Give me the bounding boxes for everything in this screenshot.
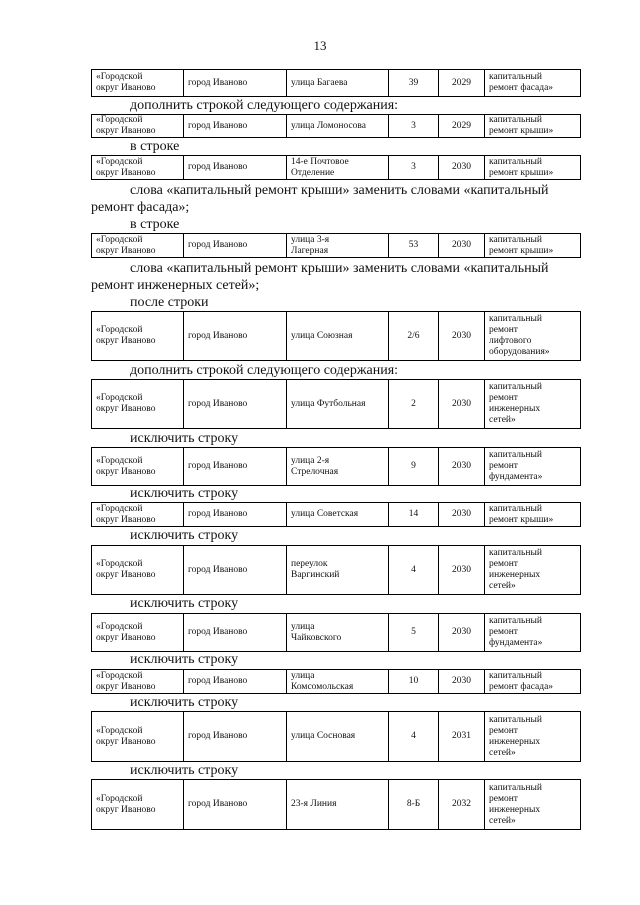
street-cell: улица Советская: [286, 503, 388, 526]
instruction-after-row: после строки: [130, 295, 209, 310]
house-number-cell: 3: [388, 156, 438, 179]
instruction-delete-row: исключить строку: [130, 596, 239, 611]
work-type-cell: капитальный ремонт фасада»: [484, 670, 580, 693]
house-number-cell: 4: [388, 712, 438, 761]
street-cell: улица Сосновая: [286, 712, 388, 761]
instruction-delete-row: исключить строку: [130, 486, 239, 501]
settlement-cell: город Иваново: [183, 234, 286, 257]
work-type-cell: капитальный ремонт фасада»: [484, 70, 580, 96]
year-cell: 2030: [438, 312, 484, 360]
instruction-replace-words-cont: ремонт инженерных сетей»;: [91, 278, 260, 293]
house-number-cell: 3: [388, 115, 438, 137]
municipality-cell: «Городской округ Иваново: [96, 393, 156, 414]
municipality-cell: «Городской округ Иваново: [96, 621, 156, 643]
table-row: [91, 311, 581, 361]
house-number-cell: 4: [388, 546, 438, 594]
settlement-cell: город Иваново: [183, 448, 286, 485]
year-cell: 2030: [438, 380, 484, 428]
street-cell: улица Чайковского: [286, 614, 388, 651]
year-cell: 2030: [438, 670, 484, 693]
work-type-cell: капитальный ремонт крыши»: [484, 115, 580, 137]
house-number-cell: 39: [388, 70, 438, 96]
page-number: 13: [313, 38, 327, 53]
street-cell: улица Багаева: [286, 70, 388, 96]
instruction-add-row: дополнить строкой следующего содержания:: [130, 363, 399, 378]
table-row: [91, 69, 581, 97]
municipality-cell: «Городской округ Иваново: [96, 503, 156, 525]
settlement-cell: город Иваново: [183, 115, 286, 137]
work-type-cell: капитальный ремонт крыши»: [484, 156, 580, 179]
table-row: [91, 233, 581, 258]
settlement-cell: город Иваново: [183, 614, 286, 651]
instruction-delete-row: исключить строку: [130, 528, 239, 543]
settlement-cell: город Иваново: [183, 70, 286, 96]
house-number-cell: 14: [388, 503, 438, 526]
table-row: [91, 711, 581, 762]
street-cell: улица Союзная: [286, 312, 388, 360]
work-type-cell: капитальный ремонт инженерных сетей»: [484, 546, 580, 594]
municipality-cell: «Городской округ Иваново: [96, 156, 156, 178]
year-cell: 2030: [438, 503, 484, 526]
year-cell: 2030: [438, 156, 484, 179]
year-cell: 2029: [438, 70, 484, 96]
year-cell: 2030: [438, 614, 484, 651]
work-type-cell: капитальный ремонт инженерных сетей»: [484, 780, 580, 829]
instruction-replace-words: слова «капитальный ремонт крыши» заменить словами «капитальный: [130, 261, 549, 276]
settlement-cell: город Иваново: [183, 380, 286, 428]
municipality-cell: «Городской округ Иваново: [96, 725, 156, 747]
municipality-cell: «Городской округ Иваново: [96, 72, 156, 93]
municipality-cell: «Городской округ Иваново: [96, 793, 156, 815]
year-cell: 2030: [438, 448, 484, 485]
municipality-cell: «Городской округ Иваново: [96, 670, 156, 692]
house-number-cell: 2: [388, 380, 438, 428]
instruction-in-row: в строке: [130, 139, 180, 154]
settlement-cell: город Иваново: [183, 670, 286, 693]
street-cell: переулок Варгинский: [286, 546, 388, 594]
instruction-delete-row: исключить строку: [130, 652, 239, 667]
table-row: [91, 502, 581, 527]
house-number-cell: 5: [388, 614, 438, 651]
work-type-cell: капитальный ремонт фундамента»: [484, 448, 580, 485]
work-type-cell: капитальный ремонт крыши»: [484, 234, 580, 257]
settlement-cell: город Иваново: [183, 156, 286, 179]
street-cell: улица Комсомольская: [286, 670, 388, 693]
year-cell: 2030: [438, 234, 484, 257]
table-row: [91, 447, 581, 486]
instruction-replace-words: слова «капитальный ремонт крыши» заменить словами «капитальный: [130, 183, 549, 198]
table-row: [91, 545, 581, 595]
table-row: [91, 379, 581, 429]
street-cell: улица 2-я Стрелочная: [286, 448, 388, 485]
settlement-cell: город Иваново: [183, 712, 286, 761]
instruction-replace-words-cont: ремонт фасада»;: [91, 200, 190, 215]
street-cell: улица Ломоносова: [286, 115, 388, 137]
work-type-cell: капитальный ремонт инженерных сетей»: [484, 380, 580, 428]
work-type-cell: капитальный ремонт крыши»: [484, 503, 580, 526]
year-cell: 2031: [438, 712, 484, 761]
table-row: [91, 114, 581, 138]
house-number-cell: 2/6: [388, 312, 438, 360]
settlement-cell: город Иваново: [183, 546, 286, 594]
settlement-cell: город Иваново: [183, 780, 286, 829]
instruction-delete-row: исключить строку: [130, 695, 239, 710]
street-cell: улица 3-я Лагерная: [286, 234, 388, 257]
house-number-cell: 8-Б: [388, 780, 438, 829]
street-cell: 14-е Почтовое Отделение: [286, 156, 388, 179]
table-row: [91, 613, 581, 652]
municipality-cell: «Городской округ Иваново: [96, 455, 156, 477]
settlement-cell: город Иваново: [183, 312, 286, 360]
year-cell: 2029: [438, 115, 484, 137]
year-cell: 2032: [438, 780, 484, 829]
municipality-cell: «Городской округ Иваново: [96, 559, 156, 580]
street-cell: 23-я Линия: [286, 780, 388, 829]
instruction-add-row: дополнить строкой следующего содержания:: [130, 98, 399, 113]
instruction-delete-row: исключить строку: [130, 431, 239, 446]
table-row: [91, 779, 581, 830]
work-type-cell: капитальный ремонт фундамента»: [484, 614, 580, 651]
instruction-in-row: в строке: [130, 217, 180, 232]
work-type-cell: капитальный ремонт лифтового оборудования»: [484, 312, 580, 360]
street-cell: улица Футбольная: [286, 380, 388, 428]
instruction-delete-row: исключить строку: [130, 763, 239, 778]
work-type-cell: капитальный ремонт инженерных сетей»: [484, 712, 580, 761]
house-number-cell: 53: [388, 234, 438, 257]
municipality-cell: «Городской округ Иваново: [96, 115, 156, 136]
house-number-cell: 9: [388, 448, 438, 485]
settlement-cell: город Иваново: [183, 503, 286, 526]
house-number-cell: 10: [388, 670, 438, 693]
year-cell: 2030: [438, 546, 484, 594]
municipality-cell: «Городской округ Иваново: [96, 234, 156, 256]
table-row: [91, 155, 581, 180]
table-row: [91, 669, 581, 694]
municipality-cell: «Городской округ Иваново: [96, 325, 156, 346]
